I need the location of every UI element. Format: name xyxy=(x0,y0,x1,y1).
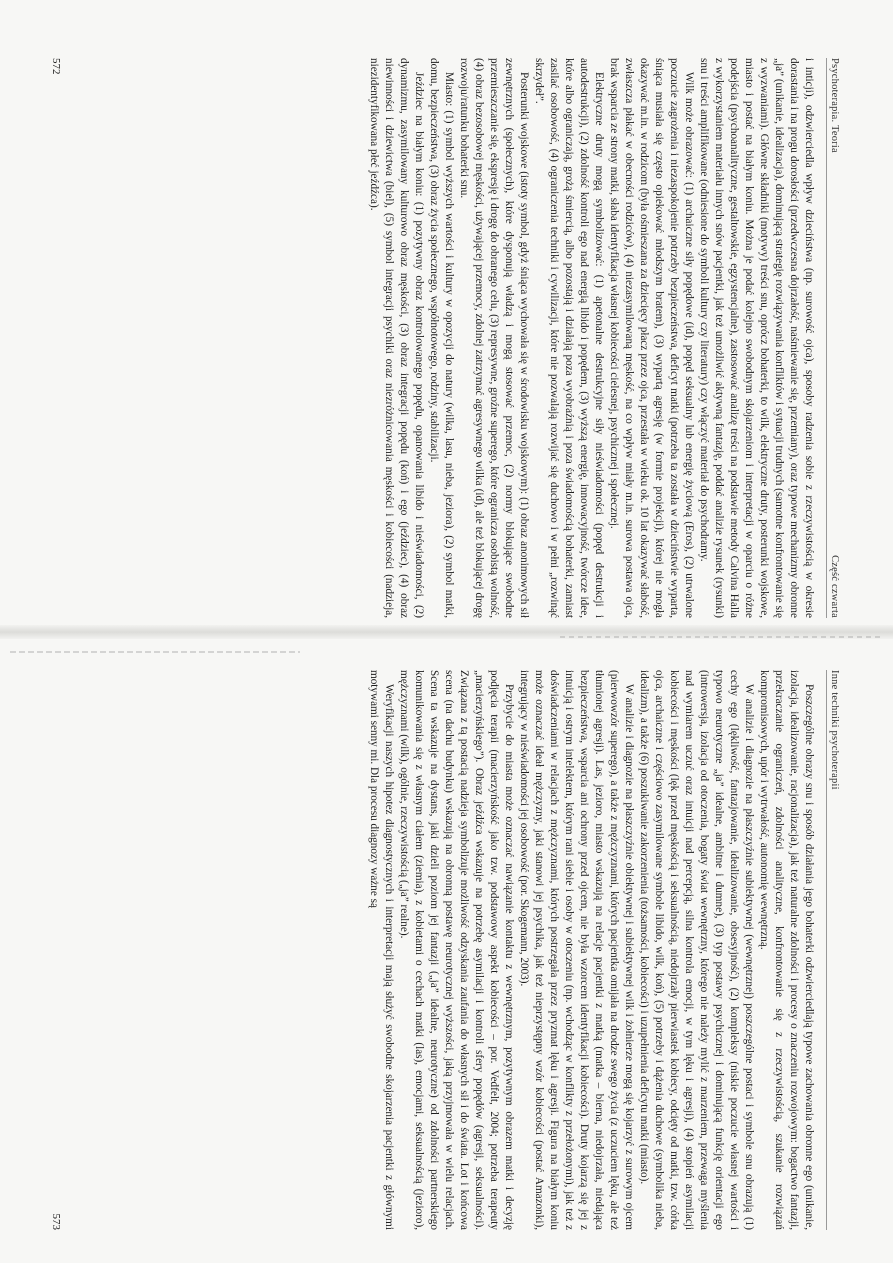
paragraph: Jeździec na białym koniu: (1) pozytywny obraz kontrolowanego popędu, opanowania libido i nieświadomości, (2) dynamizmu, zasymilowany kulturowo obraz męskości, (3) obraz integracji popędu (koń) i ego (jeździec), (4) obraz niewinności i dziewictwa (biel), (5) symbol integracji psychiki oraz niezróżnicowania męskości i kobiecości (nadzieja, niezidentyfikowana płeć jeźdźca). xyxy=(368,58,425,618)
paragraph: Posterunki wojskowe (istoty symbol, gdyż śniąca wychowała się w środowisku wojskowym): (1) obraz anonimowych sił zewnętrznych (społecznych), które dysponują władzą i mogą stosować przemoc, (2) normy blokujące swobodne przemieszczanie się, ekspresję i drogę do obranego celu, (3) represywne, groźne superego, które ogranicza osobistą wolność, (4) obraz bezosobowej męskości, używającej przemocy, zdolnej zatrzymać agresywnego wilka (id), ale też blokującej drogę rozwoju/ratunku bohaterki snu. xyxy=(458,58,530,618)
book-gutter xyxy=(0,625,893,639)
running-head xyxy=(826,670,840,1230)
page-number: 573 xyxy=(50,1213,62,1230)
page-body xyxy=(366,670,816,1230)
left-page xyxy=(50,58,840,618)
paragraph: Wilk może obrazować: (1) archaiczne siły popędowe (id), popęd seksualny lub energię życiową (Eros), (2) utrwalone poczucie zagrożenia i niezaspokojenie potrzeby bezpieczeństwa, deficyt matki (potrzeba ta została w dzieciństwie wyparta, śniąca musiała się często opiekować młodszym bratem), (3) wypartą agresję (w formie projekcji), której nie mogła okazywać m.in. w rodzicom (była ośmieszana za dziecięcy płacz przez ojca, przestała w wieku ok. 10 lat okazywać słabość, zwłaszcza płakać w obecności rodziców), (4) niezasymilowaną męskość, na co wpływ miały m.in. surowa postawa ojca, brak wsparcia ze strony matki, słaba identyfikacja własnej kobiecości cielesnej, psychicznej i społecznej. xyxy=(608,58,695,618)
paragraph: Poszczególne obrazy snu i sposób działania jego bohaterki odzwierciedlają typowe zachowania obronne ego (unikanie, izolacja, idealizowanie, racjonalizacja), jak też naturalne zdolności i procesy o znaczeniu rozwojowym: bogactwo fantazji, przekraczanie ograniczeń, zdolności analityczne, konfrontowanie się z rzeczywistością, szukanie rozwiązań kompromisowych, upór i wytrwałość, autonomię wewnętrzną. xyxy=(758,670,815,1230)
paragraph: Miasto: (1) symbol wyższych wartości i kultury w opozycji do natury (wilka, lasu, nieba, jeziora), (2) symbol matki, domu, bezpieczeństwa, (3) obraz życia społecznego, współnotowego, rodziny, stabilizacji. xyxy=(428,58,455,618)
paragraph: W analizie i diagnozie na płaszczyźnie subiektywnej (wewnętrznej) poszczególne postaci i symbole snu obrazują (1) cechy ego (lękliwość, fantazjowanie, idealizowanie, obsesyjność), (2) kompleksy (niskie poczucie własnej wartości i typowo neurotyczne „ja” idealne, ambitne i dumne), (3) typ postawy psychicznej i dominującą funkcję orientacji ego (introwersja, izolacja od otoczenia, bogaty świat wewnętrzny, którego nie należy mylić z marzeniem, przewaga myślenia nad wymiarem uczuć oraz intuicji nad percepcją, silna kontrola emocji, w tym lęku i agresji), (4) stopień asymilacji kobiecości i męskości (lęk przed męskością i seksualnością, niedojrzały pierwiastek kobiecy, odcięty od matki, tzw. córka ojca, archaiczne i częściowo zasymilowane symbole libido, wilk, koń), (5) potrzeby i dążenia duchowe (symbolika nieba, idealizm), a także (6) poszukiwanie zakorzenienia (tożsamości, kobiecości) i uzupełnienia deficytu matki (miasto). xyxy=(638,670,755,1230)
running-head-right: Część czwarta xyxy=(829,555,840,618)
right-page xyxy=(50,670,840,1230)
paragraph: i inticji), odzwierciedla wpływ dzieciństwa (np. surowość ojca), sposoby radzenia sobie z rzeczywistością w okresie dorastania i na progu dorosłości (przedwczesna dojrzałość, naśmiewanie się, przemiany), oraz typowe mechanizmy obronne „ja” (unikanie, idealizacja), dominującą strategię rozwiązywania konfliktów i sytuacji trudnych (samotne konfrontowanie się z wyzwaniami). Główne składniki (motywy) treści snu, oprócz bohaterki, to wilk, elektryczne druty, posterunki wojskowe, miasto i postać na białym koniu. Można je podać kolejno swobodnym skojarzeniom i interpretacji w oparciu o różne podejścia (psychoanalityczne, gestaltowskie, egzystencjalne), zastosować analizę treści na podstawie metody Calvina Halla z wykorzystaniem materiału innych snów pacjentki, jak też umożliwić aktywną fantazję, poddać analizie rysunek (rysunki) snu i treści amplifikowane (odniesione do symboli kultury czy literatury) czy włączyć materiał do psychodramy. xyxy=(698,58,815,618)
running-head-left: Inne techniki psychoterapii xyxy=(829,670,840,790)
running-head-left: Psychoterapia. Teoria xyxy=(829,58,840,153)
paragraph: Weryfikacji naszych hipotez diagnostycznych i interpretacji mają służyć swobodne skojarzenia pacjentki z głównymi motywami senny mi. Dla procesu diagnozy ważne są xyxy=(368,670,395,1230)
paragraph: W analizie i diagnozie na płaszczyźnie obiektywnej i subiektywnej wilk i żołnierze mogą się kojarzyć z surowym ojcem (pierwowzór superego), a także z mężczyznami, których pacjentka omijała na drodze swego życia (z uczuciem lęku, ale też tłumionej agresji). Las, jezioro, miasto wskazują na relacje pacjentki z matką (matka – bierna, niedojrzała, niedająca bezpieczeństwa, wsparcia ani ochrony przed ojcem, nie była wzorcem identyfikacji kobiecości). Druty kojarzą się jej z intuicją i ostrym intelektem, którym rani siebie i osoby w otoczeniu (np. wchodząc w konflikty z przełożonymi), jak też z doświadczeniami w relacjach z mężczyznami, których postrzegała przez pryzmat lęku i agresji. Figura na białym koniu może oznaczać ideał mężczyzny, jaki stanowi jej psychika, jak też nieprzystępny wzór kobiecości (postać Amazonki), integrujący w nieświadomości jej osobowość (por. Skogemann, 2003). xyxy=(518,670,635,1230)
running-head xyxy=(826,58,840,618)
paragraph: Elektryczne druty mogą symbolizować: (1) apetonalne destrukcyjne siły nieświadomości (popęd destrukcji i autodestrukcji), (2) zdolność kontroli ego nad energią libido i popędem, (3) wyższą energię, innowacyjność, twórcze idee, które albo ograniczają, grożą śmiercią, albo pozostają i działają poza wyobraźnią i poza świadomością bohaterki, zamiast zasilać osobowość, (4) ograniczenia techniki i cywilizacji, które nie pozwalają rozwijać się duchowo i w pełni „rozwinąć skrzydeł”. xyxy=(533,58,605,618)
paragraph: Przybycie do miasta może oznaczać nawiązanie kontaktu z wewnętrznym, pozytywnym obrazem matki i decyzję podjęcia terapii (macierzyńskość jako tzw. podstawowy aspekt kobiecości – por. Vedfelt, 2004; potrzeba terapeuty „macierzyńskiego”). Obraz jeźdźca wskazuje na potrzebę asymilacji i kontroli sfery popędów (agresji, seksualności). Związana z tą postacią nadzieja symbolizuje możliwość odzyskania zaufania do własnych sił i do świata. Lot i końcowa scena (na dachu budynku) wskazują na obronną postawę neurotycznej wyższości, jaką przyjmowała w wielu relacjach. Scena ta wskazuje na dystans, jaki dzieli poziom jej fantazji („ja” idealne, neurotyczne) od zdolności partnerskiego komunikowania się z własnym ciałem (ziemia), z kobietami o cechach matki (las), emocjami, seksualnością (jezioro), mężczyznami (wilk), ogólnie, rzeczywistością („ja” realne). xyxy=(398,670,515,1230)
page-number: 572 xyxy=(50,58,62,75)
page-body xyxy=(366,58,816,618)
